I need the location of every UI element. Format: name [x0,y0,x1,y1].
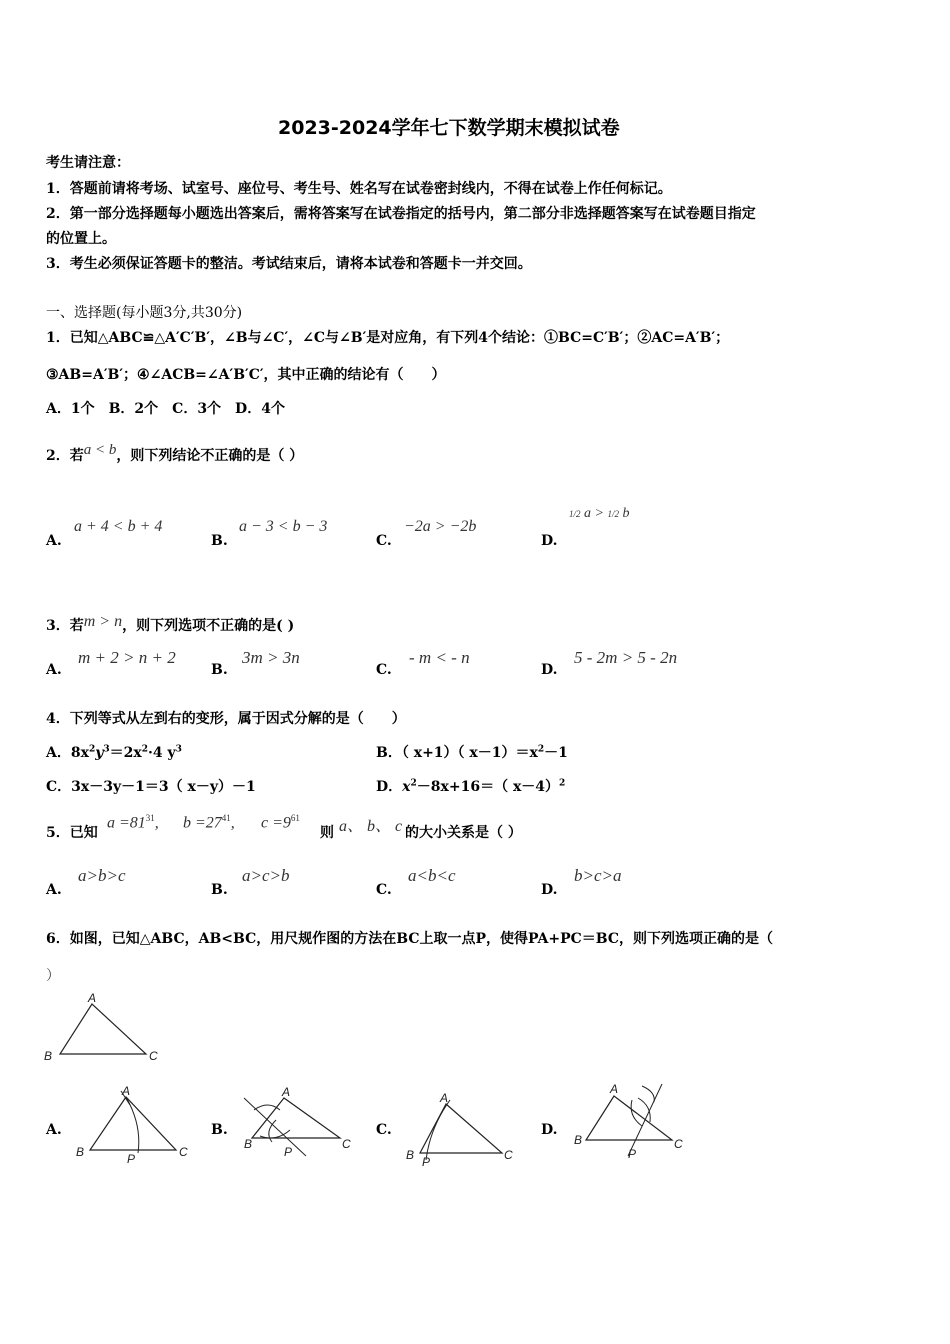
q2-option-c: −2a > −2b [404,518,477,535]
label-p: P [628,1147,637,1161]
q4-b-label: B． [376,745,402,761]
q4-option-d [376,776,565,796]
label-c: C [504,1148,513,1162]
q5-b: b =27 [183,814,222,832]
q2-stem-post: ，则下列结论不正确的是（ ） [116,448,304,464]
q5-option-d: b>c>a [574,866,622,885]
q5-a-exp: 31 [145,813,155,823]
label-c: C [179,1145,188,1159]
q4-b-p2: －1 [544,745,568,761]
q4-stem: 4．下列等式从左到右的变形，属于因式分解的是（ ） [46,711,406,727]
q1-options: A．1个 B．2个 C．3个 D．4个 [46,401,285,417]
q6-label-b: B [44,1049,53,1063]
label-a: A [282,1085,291,1099]
q4-a-p6: ·4 y [148,745,176,761]
q4-a-p0: 8x [70,745,89,761]
q4-a-p3: 3 [103,744,110,755]
q4-c-label: C． [46,779,72,795]
notice-item-2: 2．第一部分选择题每小题选出答案后，需将答案写在试卷指定的括号内，第二部分非选择题答案写在试卷题目指定 [46,206,756,222]
compass-arc [126,1097,139,1153]
q5-c-exp: 61 [290,813,300,823]
q6-label-opt-d: D. [541,1122,558,1138]
q5-then: 则 [320,825,334,841]
triangle [90,1097,176,1150]
q4-a-label: A． [46,745,71,761]
arc-3 [269,1120,276,1142]
q5-label-d: D. [541,882,558,898]
q4-d-p1: 2 [410,778,417,789]
q4-a-p4: ＝2x [109,745,142,761]
q5-stem-post: 的大小关系是（ ） [405,825,522,841]
q5-option-b: a>c>b [242,866,290,885]
q6-label-opt-a: A. [46,1122,62,1138]
q4-a-p2: y [95,745,104,761]
arc-3 [642,1086,654,1102]
q5-label-b: B. [211,882,228,898]
q2-label-b: B. [211,533,228,549]
label-a: A [440,1091,449,1105]
q3-stem-pre: 3．若 [46,618,84,634]
label-a: A [122,1085,131,1098]
q6-stem: 6．如图，已知△ABC，AB<BC，用尺规作图的方法在BC上取一点P，使得PA+PC＝BC，则下列选项正确的是（ [46,931,774,947]
q2-label-d: D. [541,533,558,549]
q5-option-a: a>b>c [78,866,126,885]
q5-b-exp: 41 [221,813,231,823]
q4-d-p2: －8x+16＝（ x－4） [416,779,560,795]
label-b: B [406,1148,415,1162]
q2-option-d [569,506,629,522]
q3-label-d: D. [541,662,558,678]
label-a: A [610,1082,619,1096]
label-p: P [284,1145,293,1159]
q6-triangle [60,1004,146,1054]
q3-option-a: m + 2 > n + 2 [78,648,176,667]
q5-label-c: C. [376,882,392,898]
q4-a-p1: 2 [88,744,96,755]
q5-a-def: $a =81^{31}$, [107,813,159,832]
q4-option-c [46,776,256,796]
q4-b-p0: （ x+1）（ x－1）＝x [401,745,538,761]
q6-stem-cont: ） [46,968,60,984]
q4-d-p0: x [402,779,411,795]
q2-option-d-frac-2: 1/2 [607,509,619,519]
q5-abc: a、 b、 c [339,818,403,835]
label-p: P [127,1152,136,1165]
q4-c-text: 3x－3y－1＝3（ x－y）－1 [71,779,256,795]
q2-label-a: A. [46,533,62,549]
q3-stem [46,615,294,635]
q3-condition: m > n [83,613,123,630]
q6-label-a: A [88,991,97,1005]
notice-item-3: 3．考生必须保证答题卡的整洁。考试结束后，请将本试卷和答题卡一并交回。 [46,256,532,272]
q4-d-label: D． [376,779,403,795]
q3-option-c: - m < - n [409,648,470,667]
q3-option-d: 5 - 2m > 5 - 2n [574,648,678,667]
q6-label-c: C [149,1049,158,1063]
notice-heading: 考生请注意： [46,155,130,171]
q2-stem-pre: 2．若 [46,448,84,464]
arc-1 [254,1105,280,1110]
q2-option-a: a + 4 < b + 4 [74,518,163,535]
q3-option-b: 3m > 3n [242,648,300,667]
q6-label-opt-b: B. [211,1122,228,1138]
q5-b-def: $b =27^{41}$, [183,813,235,832]
q4-b-p1: 2 [537,744,545,755]
q4-a-p7: 3 [175,744,182,755]
q4-d-p3: 2 [559,778,566,789]
label-c: C [674,1137,683,1151]
q3-label-a: A. [46,662,62,678]
q2-label-c: C. [376,533,392,549]
q1-stem-cont: ③AB=A′B′；④∠ACB=∠A′B′C′，其中正确的结论有（ ） [46,367,446,383]
page-title: 2023-2024学年七下数学期末模拟试卷 [278,117,620,139]
q6-option-b-figure [240,1080,365,1165]
q2-condition: a < b [83,442,117,458]
q5-a: a =81 [107,814,146,832]
perpendicular-bisector [628,1084,662,1156]
label-b: B [574,1133,583,1147]
label-b: B [76,1145,85,1159]
q3-stem-post: ，则下列选项不正确的是( ) [122,618,295,634]
q6-option-a-figure [72,1085,197,1165]
q4-a-p5: 2 [141,744,148,755]
q5-stem-pre: 5．已知 [46,825,98,841]
q5-c-def [261,813,300,832]
q2-stem [46,442,304,465]
q3-label-b: B. [211,662,228,678]
notice-item-1: 1．答题前请将考场、试室号、座位号、考生号、姓名写在试卷密封线内，不得在试卷上作任何标记。 [46,181,672,197]
label-c: C [342,1137,351,1151]
q6-option-d-figure [572,1078,702,1163]
q3-label-c: C. [376,662,392,678]
triangle [420,1104,502,1153]
triangle [586,1096,672,1140]
q4-option-a [46,742,182,762]
notice-item-2-cont: 的位置上。 [46,231,116,247]
q4-option-b [376,742,568,762]
q6-option-c-figure [402,1088,527,1168]
q2-option-d-frac-1: 1/2 [569,509,581,519]
q5-c: c =9 [261,814,291,832]
q2-option-d-gt: > [594,506,604,521]
q5-option-c: a<b<c [408,866,456,885]
q5-label-a: A. [46,882,62,898]
section-heading: 一、选择题(每小题3分,共30分) [46,305,243,321]
q2-option-b: a − 3 < b − 3 [239,518,328,535]
q2-option-d-b: b [622,506,630,521]
label-p: P [422,1155,431,1168]
compass-arc [426,1100,450,1160]
label-b: B [244,1137,253,1151]
q6-triangle-figure [40,990,170,1065]
q2-option-d-a: a [584,506,592,521]
q1-stem: 1．已知△ABC≌△A′C′B′，∠B与∠C′，∠C与∠B′是对应角，有下列4个结论：①BC=C′B′；②AC=A′B′； [46,330,730,346]
q6-label-opt-c: C. [376,1122,392,1138]
